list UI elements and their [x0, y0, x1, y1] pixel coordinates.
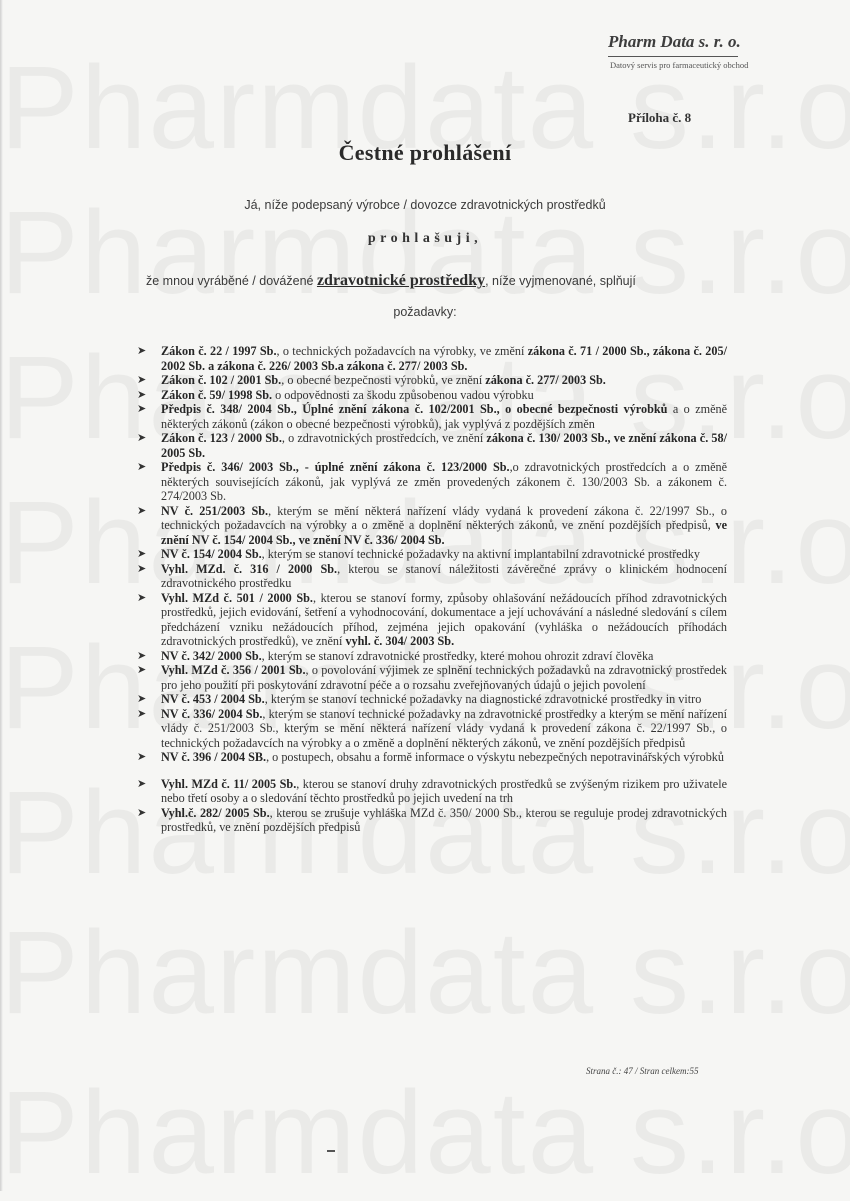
intro-text: Já, níže podepsaný výrobce / dovozce zdravotnických prostředků [244, 198, 606, 212]
list-item: ➤ Zákon č. 123 / 2000 Sb., o zdravotnických prostředcích, ve znění zákona č. 130/ 2003 Sb., ve znění zákona č. 58/ 2005 Sb. [137, 431, 727, 460]
list-item: ➤ Vyhl. MZd. č. 316 / 2000 Sb., kterou se stanoví náležitosti závěrečné zprávy o klinickém hodnocení zdravotnického prostředku [137, 561, 727, 590]
list-item: ➤ Zákon č. 22 / 1997 Sb., o technických požadavcích na výrobky, ve změní zákona č. 71 / 2000 Sb., zákona č. 205/ 2002 Sb. a zákona č. 226/ 2003 Sb.a zákona č. 277/ 2003 Sb. [137, 344, 727, 373]
statement-emphasis: zdravotnické prostředky [316, 272, 486, 289]
watermark [0, 905, 850, 1041]
scan-mark [327, 1150, 335, 1152]
arrow-bullet-icon: ➤ [137, 707, 147, 720]
legal-list [137, 344, 727, 835]
arrow-bullet-icon: ➤ [137, 461, 147, 473]
list-item: ➤ Zákon č. 102 / 2001 Sb., o obecné bezpečnosti výrobků, ve znění zákona č. 277/ 2003 Sb. [137, 373, 606, 387]
document-title: Čestné prohlášení [338, 140, 512, 165]
arrow-bullet-icon: ➤ [137, 751, 147, 763]
arrow-bullet-icon: ➤ [137, 504, 147, 517]
list-item: ➤ NV č. 453 / 2004 Sb., kterým se stanoví technické požadavky na diagnostické zdravotnické prostředky in vitro [137, 692, 702, 706]
arrow-bullet-icon: ➤ [137, 548, 147, 560]
arrow-bullet-icon: ➤ [137, 664, 147, 676]
statement-before: že mnou vyráběné / dovážené [146, 274, 317, 288]
arrow-bullet-icon: ➤ [137, 693, 147, 705]
arrow-bullet-icon: ➤ [137, 777, 147, 790]
declaration-word: prohlašuji, [367, 231, 483, 246]
arrow-bullet-icon: ➤ [137, 806, 147, 819]
logo-tagline: Datový servis pro farmaceutický obchod [610, 60, 749, 70]
arrow-bullet-icon: ➤ [137, 649, 147, 662]
statement-after: , níže vyjmenované, splňují [485, 274, 636, 288]
logo-name: Pharm Data s. r. o. [608, 32, 741, 51]
list-item: ➤ NV č. 396 / 2004 SB., o postupech, obsahu a formě informace o výskytu nebezpečných nepotravinářských výrobků [137, 750, 724, 764]
page-number: Strana č.: 47 / Stran celkem:55 [586, 1066, 699, 1076]
list-item: ➤ Vyhl. MZd č. 11/ 2005 Sb., kterou se stanoví druhy zdravotnických prostředků se zvýšeným rizikem pro uživatele nebo třetí osoby a o sledování těchto prostředků po jejich uvedení na trh [137, 776, 728, 805]
arrow-bullet-icon: ➤ [137, 562, 147, 575]
scan-edge [0, 0, 3, 1191]
attachment-label: Příloha č. 8 [628, 110, 692, 125]
arrow-bullet-icon: ➤ [137, 345, 147, 357]
list-item: ➤ Zákon č. 59/ 1998 Sb. o odpovědnosti za škodu způsobenou vadou výrobku [137, 387, 534, 402]
list-item: ➤ Vyhl. MZd č. 501 / 2000 Sb., kterou se stanoví formy, způsoby ohlašování nežádoucích příhod zdravotnických prostředků, jejich evidování, šetření a vyhodnocování, dokumentace a její uchovávání a následné sledování s cílem předcházení vzniku nežádoucích příhod, zejména jejich opakování (vyhláška o nežádoucích příhodách zdravotnických prostředků), ve znění vyhl. č. 304/ 2003 Sb. [137, 590, 728, 648]
logo-underline [608, 56, 738, 57]
list-item: ➤ Vyhl.č. 282/ 2005 Sb., kterou se zrušuje vyhláška MZd č. 350/ 2000 Sb., kterou se reguluje prodej zdravotnických prostředků, ve znění pozdějších předpisů [137, 805, 728, 834]
arrow-bullet-icon: ➤ [137, 403, 147, 415]
watermark [0, 1065, 850, 1201]
requirements-label: požadavky: [393, 305, 457, 319]
list-item: ➤ Předpis č. 348/ 2004 Sb., Úplné znění zákona č. 102/2001 Sb., o obecné bezpečnosti výrobků a o změně některých zákonů (zákon o obecné bezpečnosti výrobků), jak vyplývá z pozdějších změn [137, 402, 728, 431]
arrow-bullet-icon: ➤ [137, 374, 147, 386]
list-item: ➤ NV č. 342/ 2000 Sb., kterým se stanoví zdravotnické prostředky, které mohou ohrozit zdraví člověka [137, 648, 654, 663]
statement-text [146, 272, 726, 290]
list-item: ➤ NV č. 251/2003 Sb., kterým se mění některá nařízení vlády vydaná k provedení zákona č. 22/1997 Sb., o technických požadavcích na výrobky a o změně a doplnění některých zákonů, ve znění pozdějších předpisů, ve znění NV č. 154/ 2004 Sb., ve znění NV č. 336/ 2004 Sb. [137, 503, 727, 547]
company-logo [600, 28, 750, 88]
list-item: ➤ Předpis č. 346/ 2003 Sb., - úplné znění zákona č. 123/2000 Sb.,o zdravotnických prostředcích a o změně některých souvisejících zákonů, jak vyplývá ze změn provedených zákonem č. 130/2003 Sb. a zákonem č. 274/2003 Sb. [137, 460, 727, 503]
list-item: ➤ NV č. 154/ 2004 Sb., kterým se stanoví technické požadavky na aktivní implantabilní zdravotnické prostředky [137, 547, 700, 561]
arrow-bullet-icon: ➤ [137, 591, 147, 604]
list-item: ➤ NV č. 336/ 2004 Sb., kterým se stanoví technické požadavky na zdravotnické prostředky a kterým se mění nařízení vlády č. 251/2003 Sb., kterým se mění některá nařízení vlády vydaná k provedení zákona č. 22/1997 Sb., o technických požadavcích na výrobky a o změně a doplnění některých zákonů, ve znění pozdějších předpisů [137, 706, 728, 750]
arrow-bullet-icon: ➤ [137, 432, 147, 444]
arrow-bullet-icon: ➤ [137, 388, 147, 401]
list-item: ➤ Vyhl. MZd č. 356 / 2001 Sb., o povolování výjimek ze splnění technických požadavků na zdravotnický prostředek pro jeho použití při poskytování zdravotní péče a o rozsahu zveřejňovaných údajů o jejich povolení [137, 663, 727, 692]
